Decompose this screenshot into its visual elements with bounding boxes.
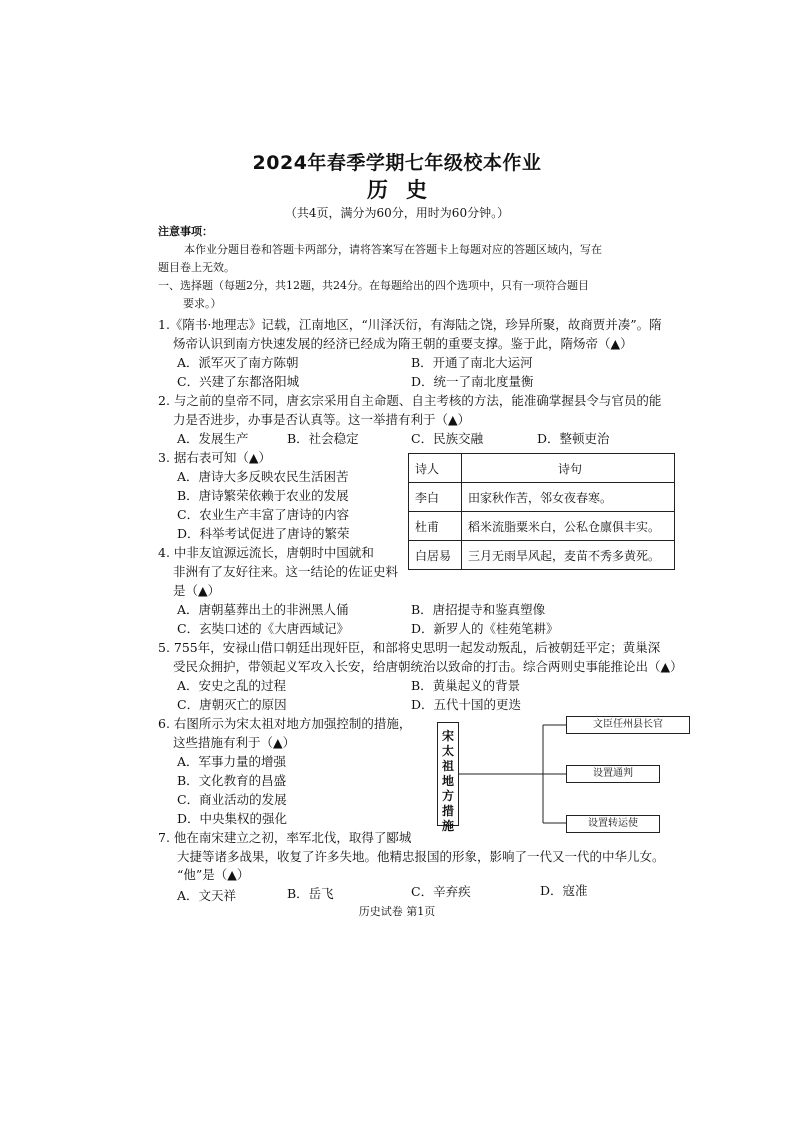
question-2-option-a[interactable]: A．发展生产 bbox=[177, 431, 249, 446]
diagram-connectors bbox=[459, 715, 569, 835]
table-cell-poet: 李白 bbox=[409, 483, 462, 512]
question-5-option-a[interactable]: A．安史之乱的过程 bbox=[177, 678, 287, 693]
question-7-option-a[interactable]: A．文天祥 bbox=[177, 888, 237, 903]
section-heading: 一、选择题（每题2分，共12题，共24分。在每题给出的四个选项中，只有一项符合题目 bbox=[158, 279, 589, 292]
question-4-option-d[interactable]: D．新罗人的《桂苑笔耕》 bbox=[411, 621, 559, 636]
question-1-option-b[interactable]: B．开通了南北大运河 bbox=[411, 355, 533, 370]
diagram-branch-box: 设置转运使 bbox=[566, 815, 660, 833]
question-1-option-d[interactable]: D．统一了南北度量衡 bbox=[411, 374, 534, 389]
table-cell-verse: 稻米流脂粟米白，公私仓廪俱丰实。 bbox=[462, 512, 675, 541]
table-cell-poet: 杜甫 bbox=[409, 512, 462, 541]
question-6-stem: 这些措施有利于（▲） bbox=[173, 735, 296, 750]
question-6-stem: 6. 右图所示为宋太祖对地方加强控制的措施， bbox=[158, 716, 412, 731]
question-5-option-c[interactable]: C．唐朝灭亡的原因 bbox=[177, 697, 287, 712]
question-5-stem: 5. 755年，安禄山借口朝廷出现奸臣，和部将史思明一起发动叛乱，后被朝廷平定；黄巢深 bbox=[158, 640, 661, 655]
notice-line: 本作业分题目卷和答题卡两部分，请将答案写在答题卡上每题对应的答题区域内，写在 bbox=[184, 243, 602, 256]
table-cell-poet: 白居易 bbox=[409, 541, 462, 570]
question-4-option-a[interactable]: A．唐朝墓葬出土的非洲黑人俑 bbox=[177, 602, 349, 617]
question-6-option-a[interactable]: A．军事力量的增强 bbox=[177, 754, 287, 769]
table-cell-verse: 三月无雨旱风起，麦苗不秀多黄死。 bbox=[462, 541, 675, 570]
question-2-stem: 2. 与之前的皇帝不同，唐玄宗采用自主命题、自主考核的方法，能准确掌握县令与官员的能 bbox=[158, 393, 662, 408]
question-5-option-b[interactable]: B．黄巢起义的背景 bbox=[411, 678, 521, 693]
question-5-stem: 受民众拥护，带领起义军攻入长安，给唐朝统治以致命的打击。综合两则史事能推论出（▲） bbox=[173, 659, 683, 674]
table-header: 诗句 bbox=[462, 454, 675, 483]
question-7-option-c[interactable]: C．辛弃疾 bbox=[411, 884, 471, 899]
question-2-option-c[interactable]: C．民族交融 bbox=[411, 431, 484, 446]
question-1-option-a[interactable]: A．派军灭了南方陈朝 bbox=[177, 355, 299, 370]
question-3-option-c[interactable]: C．农业生产丰富了唐诗的内容 bbox=[177, 507, 350, 522]
question-3-option-b[interactable]: B．唐诗繁荣依赖于农业的发展 bbox=[177, 488, 349, 503]
question-4-stem: 是（▲） bbox=[173, 583, 221, 598]
question-7-option-d[interactable]: D．寇准 bbox=[540, 883, 588, 898]
table-header-row bbox=[409, 454, 675, 483]
question-6-option-d[interactable]: D．中央集权的强化 bbox=[177, 811, 288, 826]
notice-line: 题目卷上无效。 bbox=[158, 261, 235, 274]
question-7-stem: 大捷等诸多战果，收复了许多失地。他精忠报国的形象，影响了一代又一代的中华儿女。 bbox=[177, 849, 665, 864]
question-6-option-c[interactable]: C．商业活动的发展 bbox=[177, 792, 287, 807]
question-4-option-b[interactable]: B．唐招提寺和鉴真塑像 bbox=[411, 602, 546, 617]
notice-heading: 注意事项： bbox=[158, 225, 213, 238]
question-3-stem: 3. 据右表可知（▲） bbox=[158, 450, 272, 465]
question-1-option-c[interactable]: C．兴建了东都洛阳城 bbox=[177, 374, 300, 389]
diagram-branch-box: 设置通判 bbox=[566, 765, 660, 783]
question-2-option-b[interactable]: B．社会稳定 bbox=[287, 431, 359, 446]
question-3-option-d[interactable]: D．科举考试促进了唐诗的繁荣 bbox=[177, 526, 350, 541]
question-1-stem: 1.《隋书·地理志》记载，江南地区，“川泽沃衍，有海陆之饶，珍异所聚，故商贾并凑”。隋 bbox=[158, 317, 662, 332]
exam-title: 2024年春季学期七年级校本作业 bbox=[252, 152, 542, 174]
subject-title: 历史 bbox=[367, 178, 445, 202]
section-heading: 要求。） bbox=[183, 297, 222, 310]
question-2-option-d[interactable]: D．整顿吏治 bbox=[537, 431, 610, 446]
question-7-stem: “他”是（▲） bbox=[177, 867, 250, 882]
question-4-option-c[interactable]: C．玄奘口述的《大唐西域记》 bbox=[177, 621, 350, 636]
question-7-option-b[interactable]: B．岳飞 bbox=[287, 886, 334, 901]
table-row bbox=[409, 541, 675, 570]
table-row bbox=[409, 512, 675, 541]
question-1-stem: 炀帝认识到南方快速发展的经济已经成为隋王朝的重要支撑。鉴于此，隋炀帝（▲） bbox=[173, 336, 633, 351]
table-row bbox=[409, 483, 675, 512]
question-2-stem: 力是否进步，办事是否认真等。这一举措有利于（▲） bbox=[173, 412, 471, 427]
table-header: 诗人 bbox=[409, 454, 462, 483]
question-6-option-b[interactable]: B．文化教育的昌盛 bbox=[177, 773, 287, 788]
exam-info: （共4页，满分为60分，用时为60分钟。） bbox=[284, 206, 510, 220]
diagram-branch-box: 文臣任州县长官 bbox=[566, 716, 690, 734]
question-4-stem: 非洲有了友好往来。这一结论的佐证史料 bbox=[173, 564, 399, 579]
question-5-option-d[interactable]: D．五代十国的更迭 bbox=[411, 697, 522, 712]
page-footer: 历史试卷 第1页 bbox=[358, 905, 436, 918]
diagram-root-label: 宋太祖地方措施 bbox=[441, 729, 454, 833]
diagram-root-box bbox=[437, 722, 459, 833]
question-7-stem: 7. 他在南宋建立之初，率军北伐，取得了郾城 bbox=[158, 830, 412, 845]
question-3-option-a[interactable]: A．唐诗大多反映农民生活困苦 bbox=[177, 469, 349, 484]
poem-table bbox=[408, 453, 675, 570]
table-cell-verse: 田家秋作苦，邻女夜春寒。 bbox=[462, 483, 675, 512]
question-4-stem: 4. 中非友谊源远流长，唐朝时中国就和 bbox=[158, 545, 374, 560]
